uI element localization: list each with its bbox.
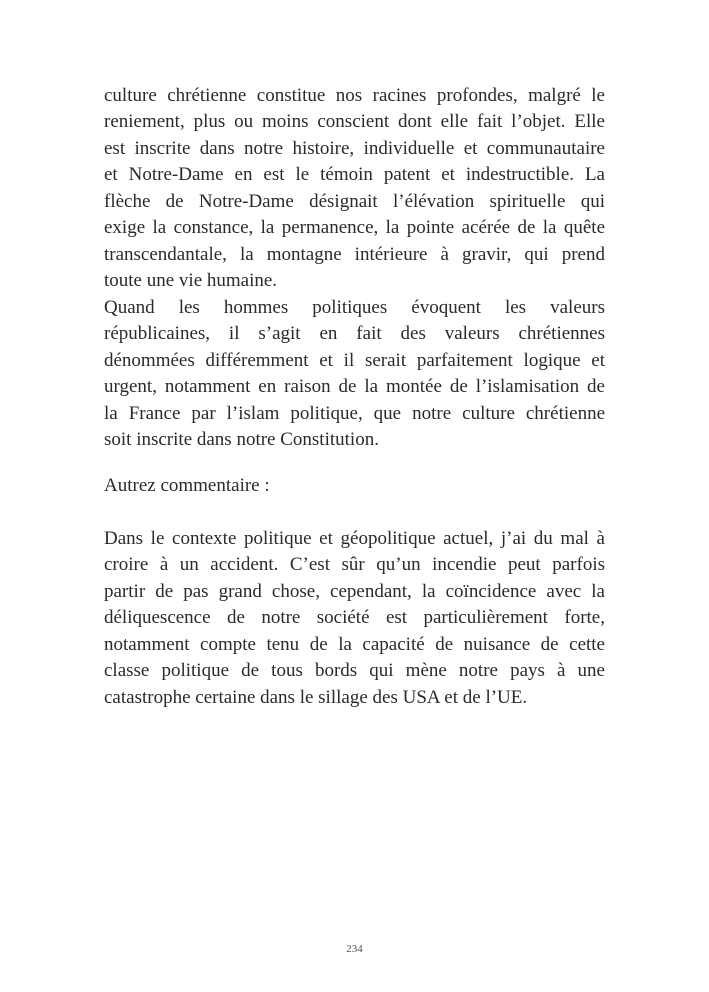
text-line: Autrez commentaire : — [104, 475, 270, 496]
paragraph-culture — [104, 83, 605, 295]
text-line: Dans le contexte politique et géopolitique actuel, j’ai du mal à — [104, 528, 605, 549]
paragraph-commentaire — [104, 526, 605, 711]
section-heading-commentaire — [104, 473, 605, 499]
text-line: républicaines, il s’agit en fait des valeurs chrétiennes — [104, 323, 605, 345]
text-line: transcendantale, la montagne intérieure à gravir, qui prend — [104, 243, 605, 265]
paragraph-valeurs — [104, 295, 605, 454]
text-line: exige la constance, la permanence, la pointe acérée de la quête — [104, 217, 605, 239]
text-line: partir de pas grand chose, cependant, la coïncidence avec la — [104, 580, 605, 602]
text-line: soit inscrite dans notre Constitution. — [104, 429, 379, 451]
text-line: et Notre-Dame en est le témoin patent et indestructible. La — [104, 164, 605, 186]
text-line: Quand les hommes politiques évoquent les valeurs — [104, 297, 605, 318]
text-line: catastrophe certaine dans le sillage des USA et de l’UE. — [104, 686, 528, 708]
text-line: la France par l’islam politique, que notre culture chrétienne — [104, 402, 605, 424]
text-line: urgent, notamment en raison de la montée de l’islamisation de — [104, 376, 605, 398]
text-line: est inscrite dans notre histoire, individuelle et communautaire — [104, 137, 605, 159]
page-number: 234 — [346, 943, 363, 955]
text-line: croire à un accident. C’est sûr qu’un incendie peut parfois — [104, 554, 605, 576]
text-line: déliquescence de notre société est particulièrement forte, — [104, 607, 605, 629]
text-line: classe politique de tous bords qui mène notre pays à une — [104, 660, 605, 682]
text-line: toute une vie humaine. — [104, 270, 278, 292]
text-line: reniement, plus ou moins conscient dont elle fait l’objet. Elle — [104, 111, 605, 133]
text-line: notamment compte tenu de la capacité de nuisance de cette — [104, 633, 605, 655]
text-line: dénommées différemment et il serait parfaitement logique et — [104, 349, 605, 371]
text-line: flèche de Notre-Dame désignait l’élévation spirituelle qui — [104, 190, 605, 212]
text-line: culture chrétienne constitue nos racines profondes, malgré le — [104, 85, 605, 106]
